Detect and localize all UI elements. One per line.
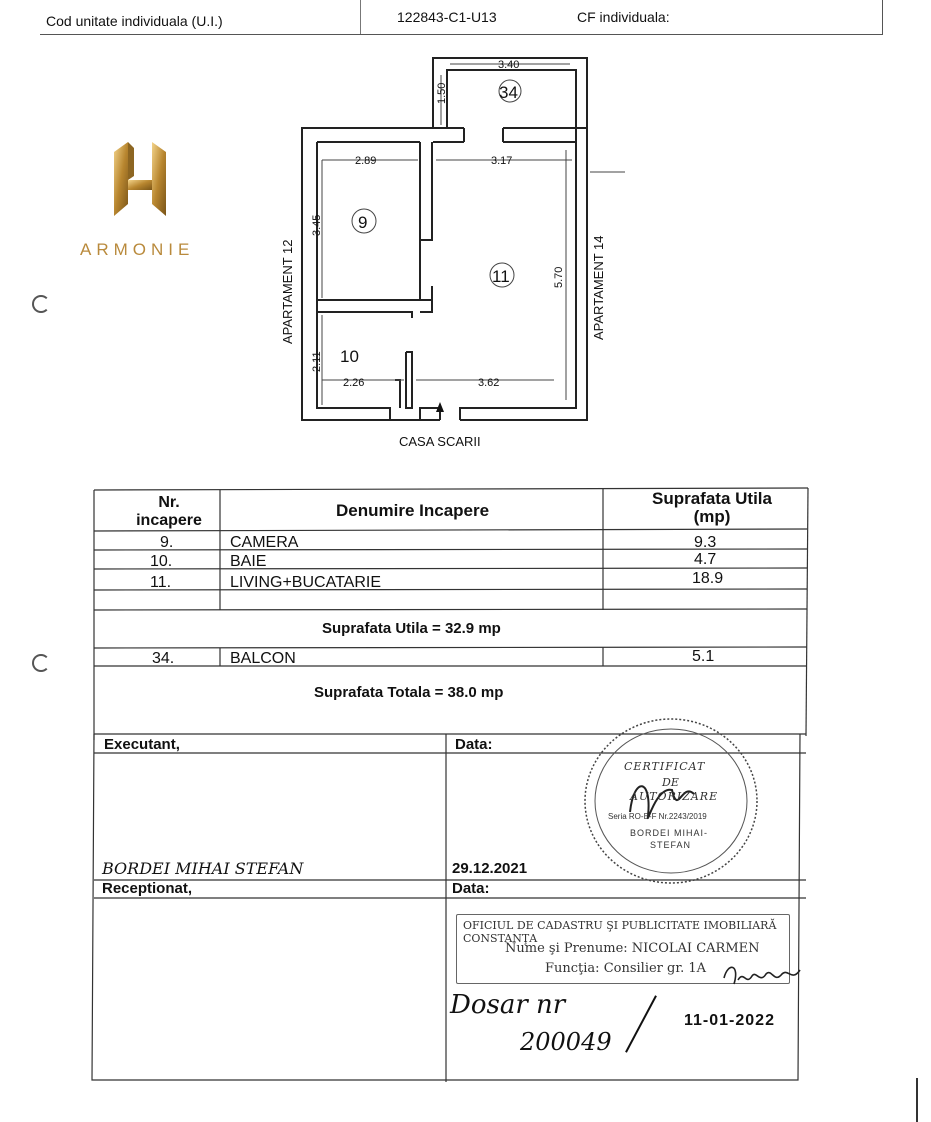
date-label: Data: — [455, 736, 493, 753]
seal-name-2: STEFAN — [650, 840, 692, 850]
row-area: 4.7 — [694, 551, 717, 568]
seal-line-2: DE — [662, 776, 679, 789]
seal-name-1: BORDEI MIHAI- — [630, 828, 709, 838]
label-apartament-12: APARTAMENT 12 — [280, 239, 295, 344]
stamp-line-1: OFICIUL DE CADASTRU ŞI PUBLICITATE IMOBILIARĂ CONSTANŢA — [463, 919, 777, 945]
edge-mark — [916, 1078, 918, 1122]
dim-2-89: 2.89 — [355, 155, 377, 167]
seal-serie: Seria RO-B-F Nr.2243/2019 — [608, 812, 707, 821]
header-nr: Nr. incapere — [136, 494, 202, 529]
balcony-name: BALCON — [230, 650, 296, 667]
seal-line-3: AUTORIZARE — [630, 790, 719, 803]
row-nr: 9. — [160, 534, 174, 551]
executant-date: 29.12.2021 — [452, 860, 528, 877]
grand-total: Suprafata Totala = 38.0 mp — [314, 684, 504, 701]
balcony-area: 5.1 — [692, 648, 715, 665]
executant-label: Executant, — [104, 736, 180, 753]
row-area: 18.9 — [692, 570, 724, 587]
code-label: Cod unitate individuala (U.I.) — [46, 13, 223, 29]
stamp-line-3: Funcţia: Consilier gr. 1A — [545, 961, 707, 976]
dim-3-40: 3.40 — [498, 59, 520, 71]
brand-name: ARMONIE — [80, 240, 195, 259]
room-10: 10 — [340, 347, 359, 366]
handwritten-dosar: Dosar nr — [450, 990, 566, 1020]
header-area: Suprafata Utila (mp) — [652, 489, 772, 526]
receptionat-label: Receptionat, — [102, 880, 193, 897]
certification-seal — [582, 716, 760, 886]
balcony-nr: 34. — [152, 650, 175, 667]
row-name: CAMERA — [230, 534, 299, 551]
row-name: LIVING+BUCATARIE — [230, 574, 381, 591]
handwritten-number: 200049 — [520, 1028, 612, 1056]
label-casa-scarii: CASA SCARII — [399, 434, 481, 449]
room-11: 11 — [492, 267, 510, 286]
received-date: 11-01-2022 — [684, 1012, 775, 1029]
date-label-2: Data: — [452, 880, 490, 897]
floor-plan — [0, 0, 931, 470]
dim-2-11: 2.11 — [311, 351, 323, 372]
row-area: 9.3 — [694, 534, 717, 551]
dim-3-17: 3.17 — [491, 155, 513, 167]
row-name: BAIE — [230, 553, 267, 570]
useful-total: Suprafata Utila = 32.9 mp — [322, 620, 501, 637]
label-apartament-14: APARTAMENT 14 — [591, 235, 606, 340]
dim-5-70: 5.70 — [553, 266, 565, 288]
dim-1-50: 1.50 — [436, 82, 448, 104]
dim-3-62: 3.62 — [478, 377, 500, 389]
room-34: 34 — [499, 83, 518, 102]
dim-3-45: 3.45 — [311, 214, 323, 236]
header-name: Denumire Incapere — [336, 501, 490, 520]
room-9: 9 — [358, 213, 368, 232]
handwritten-signature-icon — [718, 956, 808, 996]
executant-name: BORDEI MIHAI STEFAN — [102, 859, 304, 878]
stamp-line-2: Nume şi Prenume: NICOLAI CARMEN — [505, 941, 760, 956]
dim-2-26: 2.26 — [343, 377, 365, 389]
cf-label: CF individuala: — [577, 9, 670, 25]
row-nr: 10. — [150, 553, 173, 570]
code-value: 122843-C1-U13 — [397, 9, 497, 25]
seal-line-1: CERTIFICAT — [624, 760, 706, 773]
row-nr: 11. — [150, 574, 172, 591]
